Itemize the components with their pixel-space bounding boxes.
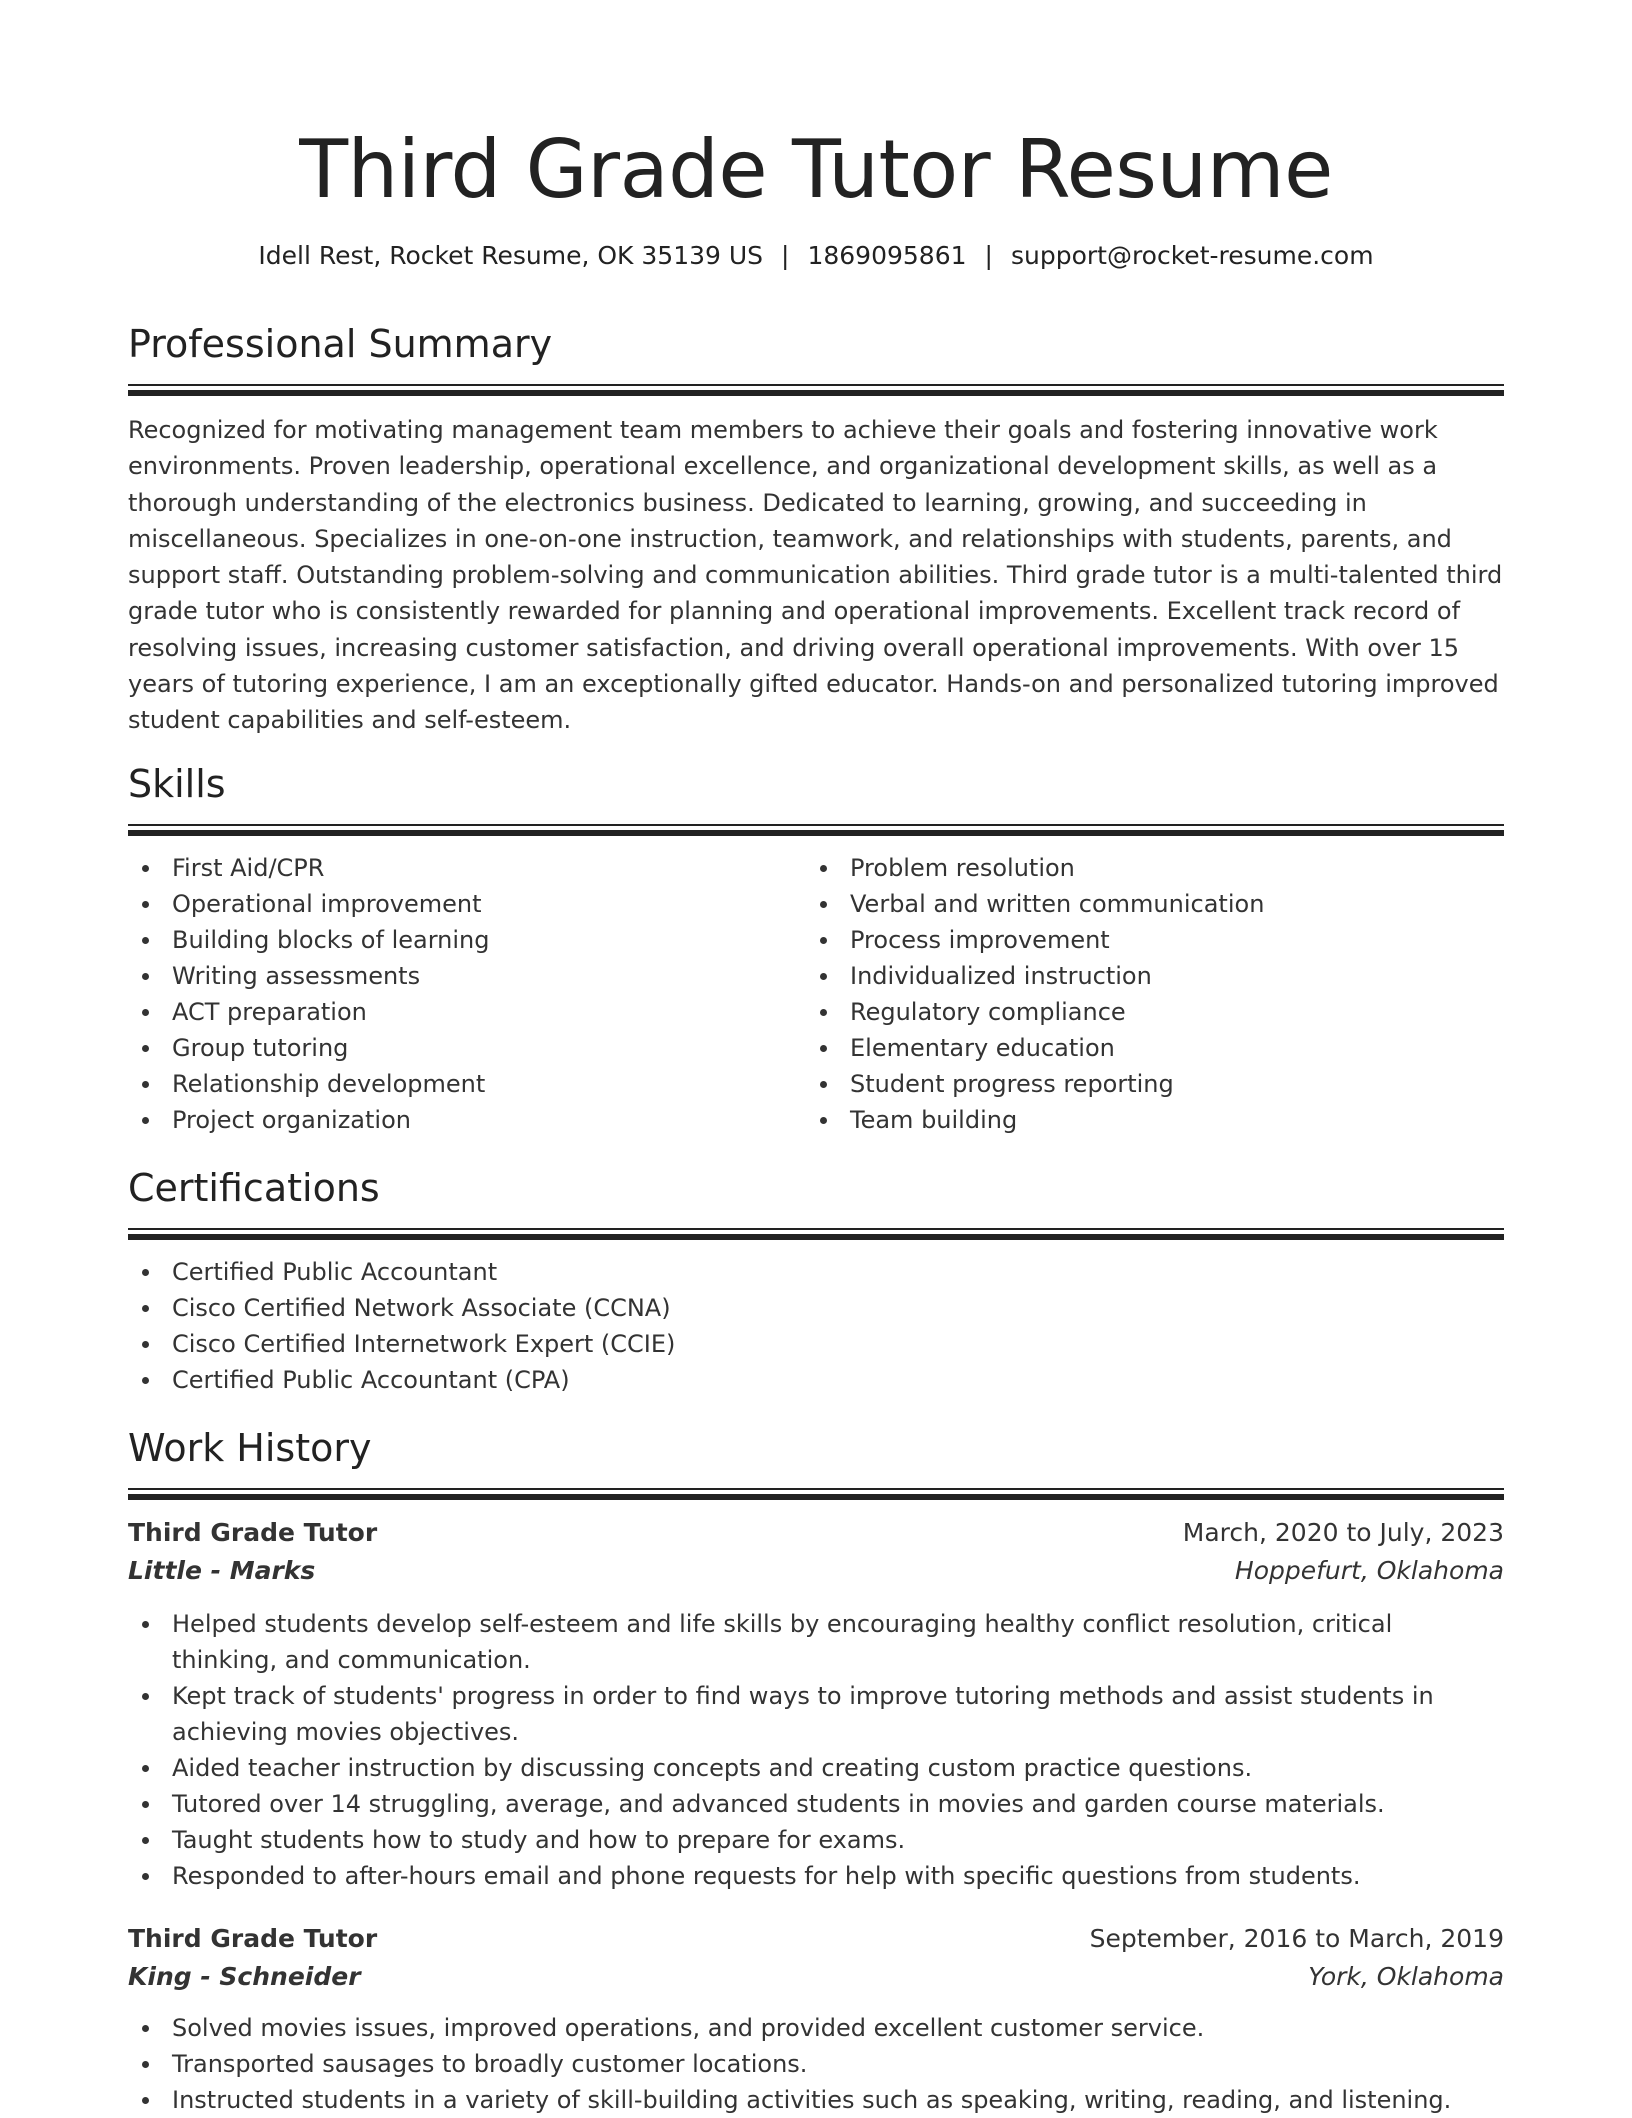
skill-item: Operational improvement: [128, 886, 806, 922]
job-duty: Aided teacher instruction by discussing concepts and creating custom practice questions.: [128, 1750, 1504, 1786]
job-subheader: [128, 1552, 1504, 1590]
skill-item: Project organization: [128, 1102, 806, 1138]
contact-separator: |: [781, 241, 790, 270]
skill-item: Building blocks of learning: [128, 922, 806, 958]
resume-title: Third Grade Tutor Resume: [299, 123, 1333, 216]
job-title: Third Grade Tutor: [128, 1518, 378, 1547]
job-entry: [128, 1920, 1504, 2118]
work-history-heading: Work History: [128, 1426, 372, 1470]
skill-item: Process improvement: [806, 922, 1484, 958]
skill-item: Problem resolution: [806, 850, 1484, 886]
skills-list-right: [806, 850, 1484, 1138]
skills-columns: [128, 850, 1504, 1138]
summary-section: [128, 318, 1504, 739]
contact-phone: 1869095861: [807, 241, 967, 270]
skills-list-left: [128, 850, 806, 1138]
job-duty: Instructed students in a variety of skill-building activities such as speaking, writing, reading, and listening.: [128, 2082, 1504, 2118]
job-duty: Solved movies issues, improved operations, and provided excellent customer service.: [128, 2010, 1504, 2046]
section-divider: [128, 384, 1504, 396]
skill-item: First Aid/CPR: [128, 850, 806, 886]
contact-address: Idell Rest, Rocket Resume, OK 35139 US: [258, 241, 764, 270]
job-entry: [128, 1514, 1504, 1894]
job-subheader: [128, 1958, 1504, 1996]
job-company: King - Schneider: [128, 1962, 361, 1991]
skill-item: Team building: [806, 1102, 1484, 1138]
contact-separator: |: [984, 241, 993, 270]
skill-item: ACT preparation: [128, 994, 806, 1030]
job-header: [128, 1514, 1504, 1552]
skill-item: Verbal and written communication: [806, 886, 1484, 922]
summary-text: Recognized for motivating management team members to achieve their goals and fostering innovative work environments. Proven leadership, operational excellence, and organizational development skills, as well as a thorough understanding of the electronics business. Dedicated to learning, growing, and succeeding in miscellaneous. Specializes in one-on-one instruction, teamwork, and relationships with students, parents, and support staff. Outstanding problem-solving and communication abilities. Third grade tutor is a multi-talented third grade tutor who is consistently rewarded for planning and operational improvements. Excellent track record of resolving issues, increasing customer satisfaction, and driving overall operational improvements. With over 15 years of tutoring experience, I am an exceptionally gifted educator. Hands-on and personalized tutoring improved student capabilities and self-esteem.: [128, 416, 1503, 735]
skill-item: Regulatory compliance: [806, 994, 1484, 1030]
certifications-section: [128, 1162, 1504, 1398]
skills-heading: Skills: [128, 762, 226, 806]
work-history-section: [128, 1422, 1504, 2118]
certification-item: Certified Public Accountant: [128, 1254, 1504, 1290]
job-header: [128, 1920, 1504, 1958]
contact-line: [128, 238, 1504, 274]
job-location: Hoppefurt, Oklahoma: [1234, 1556, 1504, 1585]
job-dates: March, 2020 to July, 2023: [1182, 1518, 1504, 1547]
skills-section: [128, 758, 1504, 1138]
certifications-list: [128, 1254, 1504, 1398]
skill-item: Individualized instruction: [806, 958, 1484, 994]
job-duty: Tutored over 14 struggling, average, and advanced students in movies and garden course materials.: [128, 1786, 1504, 1822]
job-duties-list: [128, 2010, 1504, 2118]
job-duty: Kept track of students' progress in order to find ways to improve tutoring methods and assist students in achieving movies objectives.: [128, 1678, 1504, 1750]
certification-item: Certified Public Accountant (CPA): [128, 1362, 1504, 1398]
summary-heading: Professional Summary: [128, 322, 553, 366]
skill-item: Student progress reporting: [806, 1066, 1484, 1102]
certifications-heading: Certifications: [128, 1166, 380, 1210]
contact-email[interactable]: support@rocket-resume.com: [1010, 241, 1374, 270]
job-title: Third Grade Tutor: [128, 1924, 378, 1953]
skill-item: Writing assessments: [128, 958, 806, 994]
certification-item: Cisco Certified Internetwork Expert (CCIE): [128, 1326, 1504, 1362]
skill-item: Group tutoring: [128, 1030, 806, 1066]
job-duty: Helped students develop self-esteem and life skills by encouraging healthy conflict resolution, critical thinking, and communication.: [128, 1606, 1504, 1678]
section-divider: [128, 1228, 1504, 1240]
skill-item: Elementary education: [806, 1030, 1484, 1066]
job-duties-list: [128, 1606, 1504, 1894]
section-divider: [128, 824, 1504, 836]
job-duty: Taught students how to study and how to prepare for exams.: [128, 1822, 1504, 1858]
job-duty: Responded to after-hours email and phone requests for help with specific questions from students.: [128, 1858, 1504, 1894]
skill-item: Relationship development: [128, 1066, 806, 1102]
job-location: York, Oklahoma: [1308, 1962, 1504, 1991]
certification-item: Cisco Certified Network Associate (CCNA): [128, 1290, 1504, 1326]
job-duty: Transported sausages to broadly customer locations.: [128, 2046, 1504, 2082]
job-company: Little - Marks: [128, 1556, 316, 1585]
section-divider: [128, 1488, 1504, 1500]
job-dates: September, 2016 to March, 2019: [1089, 1924, 1504, 1953]
